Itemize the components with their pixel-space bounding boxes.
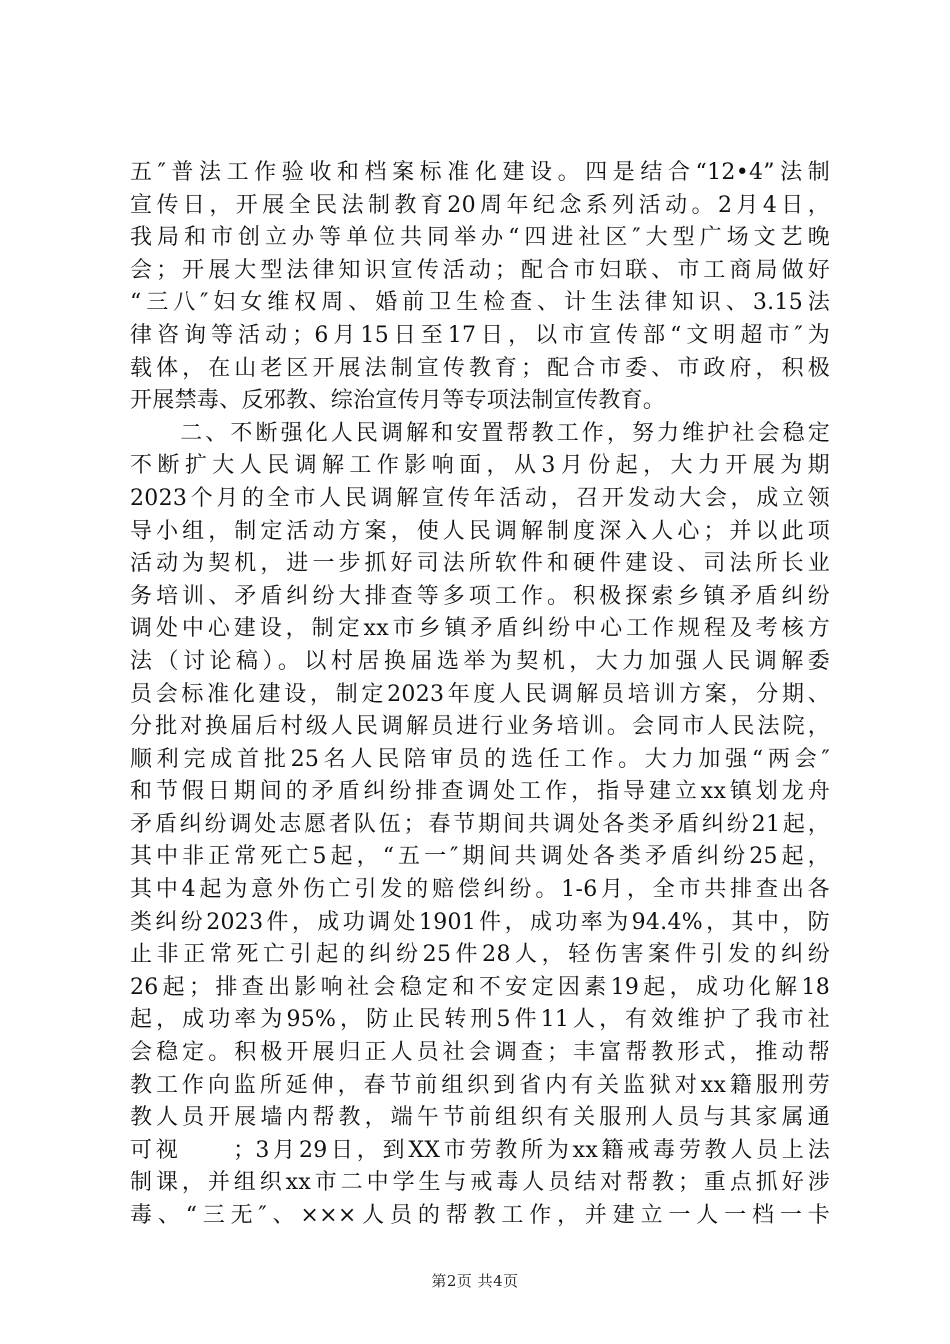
text-line: 制课，并组织xx市二中学生与戒毒人员结对帮教；重点抓好涉: [130, 1170, 830, 1196]
text-line: 务培训、矛盾纠纷大排查等多项工作。积极探索乡镇矛盾纠纷: [130, 583, 830, 609]
text-line: 26起；排查出影响社会稳定和不安定因素19起，成功化解18: [130, 974, 830, 1000]
text-line: 我局和市创立办等单位共同举办“四进社区″大型广场文艺晚: [130, 225, 830, 251]
text-line: 教人员开展墙内帮教，端午节前组织有关服刑人员与其家属通: [130, 1105, 830, 1131]
text-line: 导小组，制定活动方案，使人民调解制度深入人心；并以此项: [130, 518, 830, 544]
text-line: 毒、“三无″、×××人员的帮教工作，并建立一人一档一卡: [130, 1203, 830, 1228]
text-line: 宣传日，开展全民法制教育20周年纪念系列活动。2月4日，: [130, 192, 830, 218]
section-heading-line: 二、不断强化人民调解和安置帮教工作，努力维护社会稳定: [130, 420, 830, 446]
text-line: 2023个月的全市人民调解宣传年活动，召开发动大会，成立领: [130, 485, 830, 511]
text-line: 开展禁毒、反邪教、综治宣传月等专项法制宣传教育。: [130, 388, 666, 414]
text-line: 矛盾纠纷调处志愿者队伍；春节期间共调处各类矛盾纠纷21起，: [130, 811, 830, 837]
text-line: 类纠纷2023件，成功调处1901件，成功率为94.4%，其中，防: [130, 909, 830, 935]
text-line: 五″普法工作验收和档案标准化建设。四是结合“12•4”法制: [130, 160, 830, 185]
text-line: 教工作向监所延伸，春节前组织到省内有关监狱对xx籍服刑劳: [130, 1072, 830, 1098]
text-line: 律咨询等活动；6月15日至17日，以市宣传部“文明超市″为: [130, 322, 830, 348]
text-line: 分批对换届后村级人民调解员进行业务培训。会同市人民法院，: [130, 714, 830, 740]
text-line: 其中4起为意外伤亡引发的赔偿纠纷。1-6月，全市共排查出各: [130, 877, 830, 903]
text-line: 法（讨论稿）。以村居换届选举为契机，大力加强人民调解委: [130, 648, 830, 674]
text-line: 起，成功率为95%，防止民转刑5件11人，有效维护了我市社: [130, 1007, 830, 1033]
text-line: 顺利完成首批25名人民陪审员的选任工作。大力加强“两会″: [130, 746, 830, 772]
text-line: “三八″妇女维权周、婚前卫生检查、计生法律知识、3.15法: [130, 290, 830, 316]
text-line: 其中非正常死亡5起，“五一″期间共调处各类矛盾纠纷25起，: [130, 844, 830, 870]
text-line: 止非正常死亡引起的纠纷25件28人，轻伤害案件引发的纠纷: [130, 942, 830, 968]
page-footer: [0, 1271, 950, 1291]
text-line: 不断扩大人民调解工作影响面，从3月份起，大力开展为期: [130, 453, 830, 479]
body-text: [130, 157, 830, 1233]
text-line: 会；开展大型法律知识宣传活动；配合市妇联、市工商局做好: [130, 257, 830, 283]
text-line: 可视 ；3月29日，到XX市劳教所为xx籍戒毒劳教人员上法: [130, 1137, 830, 1163]
text-line: 活动为契机，进一步抓好司法所软件和硬件建设、司法所长业: [130, 551, 830, 577]
text-line: 调处中心建设，制定xx市乡镇矛盾纠纷中心工作规程及考核方: [130, 616, 830, 642]
text-line: 会稳定。积极开展归正人员社会调查；丰富帮教形式，推动帮: [130, 1040, 830, 1066]
text-line: 和节假日期间的矛盾纠纷排查调处工作，指导建立xx镇划龙舟: [130, 779, 830, 805]
text-line: 员会标准化建设，制定2023年度人民调解员培训方案，分期、: [130, 681, 830, 707]
page-number-label: 第2页 共4页: [431, 1272, 519, 1290]
text-line: 载体，在山老区开展法制宣传教育；配合市委、市政府，积极: [130, 355, 830, 381]
